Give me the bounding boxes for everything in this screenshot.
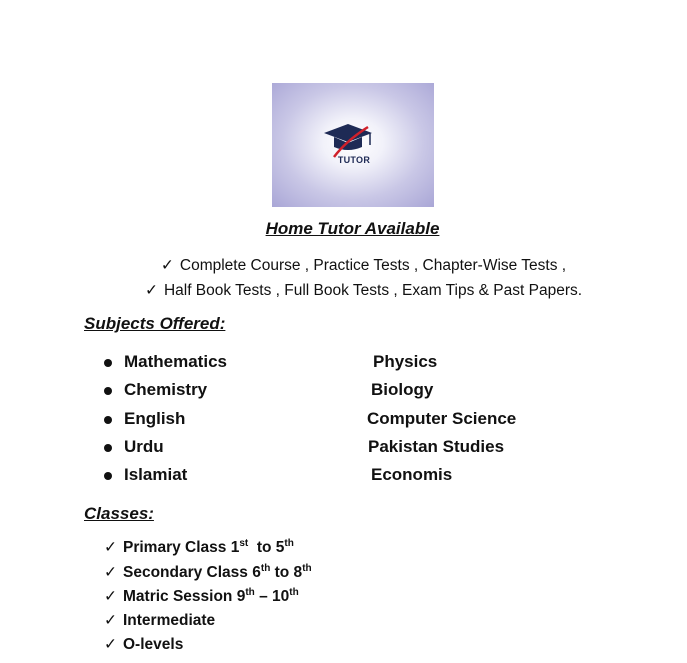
bullet-icon xyxy=(104,387,112,395)
feature-line-2 xyxy=(0,281,687,300)
feature-text-2: Half Book Tests , Full Book Tests , Exam Tips & Past Papers. xyxy=(163,282,583,299)
bullet-icon xyxy=(104,472,112,480)
classes-heading: Classes: xyxy=(84,504,154,523)
subject-pakistan-studies: Pakistan Studies xyxy=(368,437,505,456)
class-primary: ✓ Primary Class 1st to 5th xyxy=(104,538,294,556)
class-intermediate: ✓ Intermediate xyxy=(104,611,216,629)
subject-physics: Physics xyxy=(373,352,438,371)
check-icon: ✓ xyxy=(104,611,117,629)
check-icon: ✓ xyxy=(160,256,174,274)
feature-text-1: Complete Course , Practice Tests , Chapter-Wise Tests , xyxy=(179,257,567,274)
check-icon: ✓ xyxy=(104,635,117,653)
subject-economics: Economis xyxy=(371,465,453,484)
subject-chemistry: Chemistry xyxy=(124,380,208,399)
check-icon: ✓ xyxy=(104,587,117,605)
subject-urdu: Urdu xyxy=(124,437,164,456)
subjects-heading: Subjects Offered: xyxy=(84,314,226,333)
bullet-icon xyxy=(104,416,112,424)
class-olevels: ✓ O-levels xyxy=(104,635,184,653)
check-icon: ✓ xyxy=(104,563,117,581)
check-icon: ✓ xyxy=(104,538,117,556)
subject-english: English xyxy=(124,409,186,428)
class-secondary: ✓ Secondary Class 6th to 8th xyxy=(104,563,312,581)
subject-computer-science: Computer Science xyxy=(367,409,517,428)
class-matric: ✓ Matric Session 9th – 10th xyxy=(104,587,299,605)
logo-text: TUTOR xyxy=(337,155,371,165)
check-icon: ✓ xyxy=(144,281,158,299)
bullet-icon xyxy=(104,444,112,452)
feature-line-1 xyxy=(0,256,687,275)
subject-biology: Biology xyxy=(371,380,434,399)
bullet-icon xyxy=(104,359,112,367)
subject-mathematics: Mathematics xyxy=(124,352,227,371)
graduation-cap-icon xyxy=(272,83,434,207)
subject-islamiat: Islamiat xyxy=(124,465,188,484)
page-title: Home Tutor Available xyxy=(265,219,440,238)
tutor-logo xyxy=(272,83,434,207)
